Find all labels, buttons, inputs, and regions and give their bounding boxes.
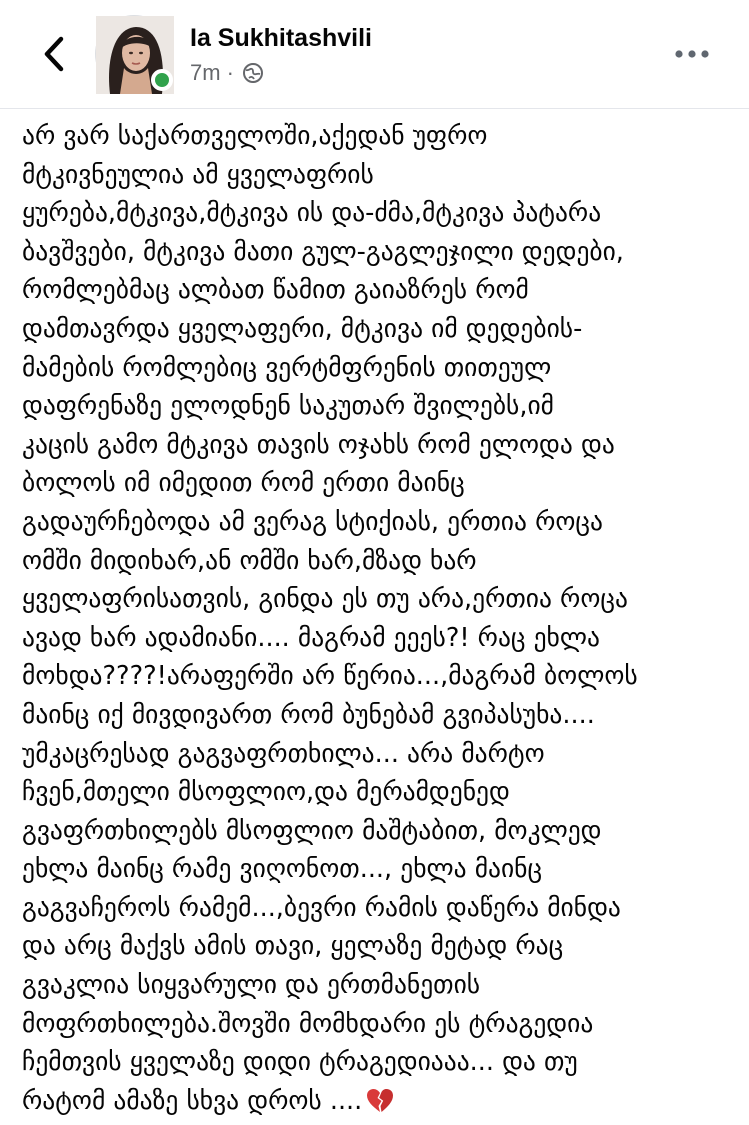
- post-text-line: ჩვენ,მთელი მსოფლიო,და მერამდენედ: [22, 777, 510, 808]
- post-text-line: ყურება,მტკივა,მტკივა ის და-ძმა,მტკივა პატარა: [22, 198, 602, 229]
- post-text-line: მამების რომლებიც ვერტმფრენის თითეულ: [22, 352, 552, 383]
- post-text-line: რატომ ამაზე სხვა დროს ....: [22, 1085, 363, 1116]
- post-text-line: ომში მიდიხარ,ან ომში ხარ,მზად ხარ: [22, 545, 477, 576]
- post-text-line: მაინც იქ მივდივართ რომ ბუნებამ გვიპასუხა....: [22, 699, 595, 730]
- post-text-line: გაგვაჩეროს რამემ...,ბევრი რამის დაწერა მინდა: [22, 892, 621, 923]
- online-status-dot: [151, 69, 173, 91]
- post-text-line: უმკაცრესად გაგვაფრთხილა... არა მარტო: [22, 738, 545, 769]
- post-text-line: ავად ხარ ადამიანი.... მაგრამ ეეეს?! რაც ეხლა: [22, 622, 600, 653]
- post-header: [0, 0, 749, 108]
- post-text-line: ეხლა მაინც რამე ვიღონოთ..., ეხლა მაინც: [22, 854, 543, 885]
- post-text-last-line: [22, 1082, 738, 1121]
- post-text-line: ბავშვები, მტკივა მათი გულ-გაგლეჯილი დედები,: [22, 236, 624, 267]
- post-text-line: დაფრენაზე ელოდნენ საკუთარ შვილებს,იმ: [22, 391, 554, 422]
- more-horizontal-icon: [674, 49, 710, 59]
- post-meta: [190, 60, 264, 86]
- globe-icon: [242, 62, 264, 84]
- post-text-line: ბოლოს იმ იმედით რომ ერთი მაინც: [22, 468, 465, 499]
- post-text-line: მოხდა????!არაფერში არ წერია...,მაგრამ ბოლოს: [22, 661, 638, 692]
- post-text-line: გადაურჩებოდა ამ ვერაგ სტიქიას, ერთია როცა: [22, 506, 603, 537]
- post-text-line: კაცის გამო მტკივა თავის ოჯახს რომ ელოდა და: [22, 429, 615, 460]
- author-name[interactable]: Ia Sukhitashvili: [190, 24, 373, 52]
- post-text-line: არ ვარ საქართველოში,აქედან უფრო: [22, 121, 488, 151]
- post-text-line: დამთავრდა ყველაფერი, მტკივა იმ დედების-: [22, 313, 583, 344]
- post-text-line: რომლებმაც ალბათ წამით გაიაზრეს რომ: [22, 275, 529, 306]
- post-time[interactable]: 7m: [190, 60, 221, 85]
- meta-separator: ·: [226, 60, 234, 85]
- post-text-line: მტკივნეულია ამ ყველაფრის: [22, 159, 374, 190]
- post-text-line: გვაკლია სიყვარული და ერთმანეთის: [22, 970, 481, 1001]
- post-text-line: და არც მაქვს ამის თავი, ყელაზე მეტად რაც: [22, 931, 564, 962]
- back-button[interactable]: [30, 30, 78, 78]
- more-options-button[interactable]: [666, 32, 718, 76]
- post-text-line: ყველაფრისათვის, გინდა ეს თუ არა,ერთია როცა: [22, 584, 628, 615]
- header-divider: [0, 108, 749, 109]
- post-text: [22, 117, 738, 1120]
- post-text-line: მოფრთხილება.შოვში მომხდარი ეს ტრაგედია: [22, 1008, 594, 1039]
- broken-heart-icon: [366, 1087, 394, 1125]
- avatar[interactable]: [95, 15, 173, 93]
- chevron-left-icon: [41, 35, 67, 73]
- post-text-line: ჩემთვის ყველაზე დიდი ტრაგედიააა... და თუ: [22, 1047, 578, 1078]
- post-text-line: გვაფრთხილებს მსოფლიო მაშტაბით, მოკლედ: [22, 815, 602, 846]
